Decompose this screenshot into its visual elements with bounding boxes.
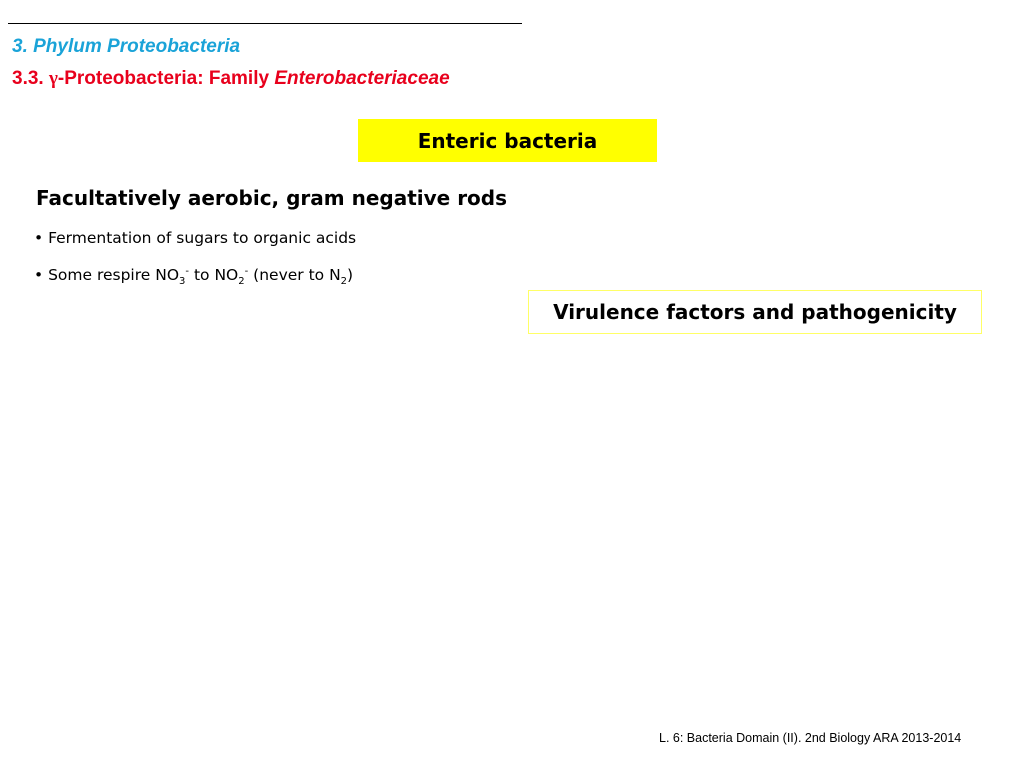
virulence-factors-box: [528, 290, 982, 334]
gamma-symbol: γ: [48, 68, 58, 89]
bullet-2-sub-1: 3: [179, 276, 186, 288]
enteric-bacteria-box: [358, 119, 657, 162]
slide-footer: L. 6: Bacteria Domain (II). 2nd Biology ARA 2013-2014: [659, 731, 962, 745]
bullet-2-sup-1: -: [185, 265, 190, 277]
bullet-2-sub-3: 2: [340, 276, 348, 288]
section-title: 3. Phylum Proteobacteria: [12, 36, 241, 57]
virulence-factors-label: Virulence factors and pathogenicity: [553, 300, 957, 324]
content-heading: Facultatively aerobic, gram negative rods: [36, 186, 508, 210]
bullet-2-part-4: ): [347, 266, 354, 284]
bullet-fermentation: • Fermentation of sugars to organic acids: [34, 229, 357, 247]
bullet-2-sup-2: -: [244, 265, 249, 277]
bullet-respiration: [34, 265, 354, 288]
family-name: Enterobacteriaceae: [274, 68, 450, 89]
enteric-bacteria-label: Enteric bacteria: [417, 128, 598, 153]
subtitle-prefix: 3.3.: [12, 68, 49, 89]
header-rule: [8, 23, 522, 24]
bullet-2-sub-2: 2: [238, 276, 245, 288]
subtitle-middle: -Proteobacteria: Family: [57, 68, 275, 89]
section-subtitle: [12, 68, 450, 90]
bullet-2-part-1: • Some respire NO: [34, 266, 180, 284]
bullet-2-part-2: to NO: [189, 266, 239, 284]
bullet-2-part-3: (never to N: [248, 266, 341, 284]
